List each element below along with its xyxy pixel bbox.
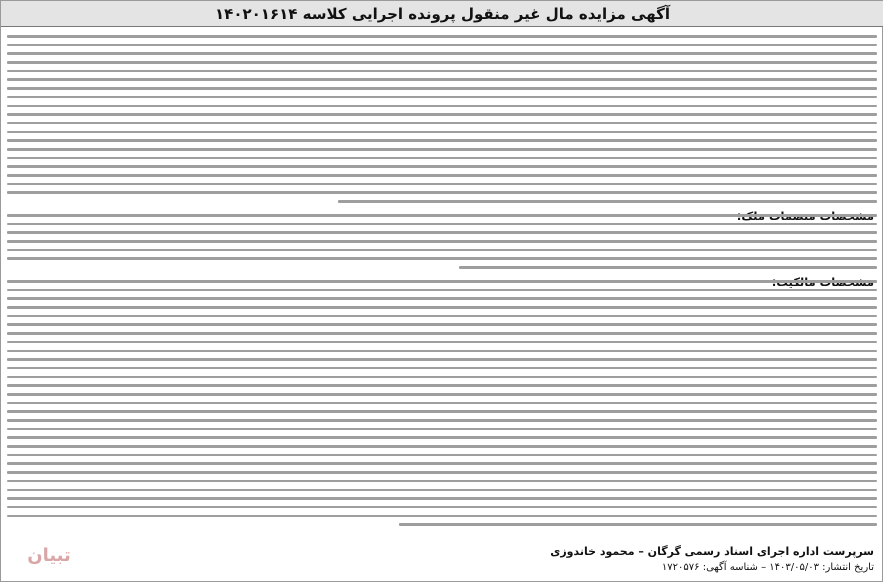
body-paragraph-ownership — [7, 280, 877, 532]
body-paragraph-auction-terms — [7, 35, 877, 209]
notice-title: آگهی مزایده مال غیر منقول پرونده اجرایی کلاسه ۱۴۰۲۰۱۶۱۴ — [215, 5, 670, 23]
text-line-placeholder — [7, 157, 877, 160]
text-line-placeholder — [7, 297, 877, 300]
text-line-placeholder — [7, 78, 877, 81]
text-line-placeholder — [7, 105, 877, 108]
text-line-placeholder — [7, 497, 877, 500]
text-line-placeholder — [7, 61, 877, 64]
text-line-placeholder — [7, 280, 877, 283]
text-line-placeholder — [7, 35, 877, 38]
text-line-placeholder — [7, 489, 877, 492]
text-line-placeholder — [7, 191, 877, 194]
text-line-placeholder — [7, 306, 877, 309]
text-line-placeholder — [399, 523, 878, 526]
text-line-placeholder — [7, 113, 877, 116]
text-line-placeholder — [7, 257, 877, 260]
text-line-placeholder — [7, 139, 877, 142]
text-line-placeholder — [7, 445, 877, 448]
text-line-placeholder — [7, 122, 877, 125]
text-line-placeholder — [7, 183, 877, 186]
text-line-placeholder — [7, 367, 877, 370]
text-line-placeholder — [7, 358, 877, 361]
text-line-placeholder — [7, 249, 877, 252]
text-line-placeholder — [7, 436, 877, 439]
text-line-placeholder — [7, 410, 877, 413]
title-bar — [1, 1, 883, 27]
text-line-placeholder — [7, 96, 877, 99]
text-line-placeholder — [7, 231, 877, 234]
text-line-placeholder — [7, 323, 877, 326]
body-paragraph-boundaries — [7, 214, 877, 275]
text-line-placeholder — [7, 332, 877, 335]
text-line-placeholder — [7, 341, 877, 344]
text-line-placeholder — [7, 148, 877, 151]
text-line-placeholder — [7, 454, 877, 457]
signature-office: سرپرست اداره اجرای اسناد رسمی گرگان – محمود خاندوزی — [550, 545, 874, 558]
text-line-placeholder — [7, 515, 877, 518]
text-line-placeholder — [7, 87, 877, 90]
watermark-text: تبیان — [27, 545, 71, 566]
text-line-placeholder — [7, 480, 877, 483]
text-line-placeholder — [7, 223, 877, 226]
text-line-placeholder — [7, 174, 877, 177]
text-line-placeholder — [7, 402, 877, 405]
text-line-placeholder — [7, 214, 877, 217]
text-line-placeholder — [7, 315, 877, 318]
text-line-placeholder — [7, 384, 877, 387]
text-line-placeholder — [7, 419, 877, 422]
text-line-placeholder — [7, 165, 877, 168]
text-line-placeholder — [7, 240, 877, 243]
text-line-placeholder — [7, 350, 877, 353]
text-line-placeholder — [459, 266, 877, 269]
text-line-placeholder — [7, 428, 877, 431]
text-line-placeholder — [7, 289, 877, 292]
text-line-placeholder — [7, 462, 877, 465]
text-line-placeholder — [7, 70, 877, 73]
text-line-placeholder — [7, 376, 877, 379]
text-line-placeholder — [7, 131, 877, 134]
publication-line: تاریخ انتشار: ۱۴۰۳/۰۵/۰۳ – شناسه آگهی: ۱۷۲۰۵۷۶ — [661, 562, 874, 573]
text-line-placeholder — [7, 52, 877, 55]
text-line-placeholder — [7, 393, 877, 396]
watermark-logo — [19, 535, 79, 573]
text-line-placeholder — [7, 506, 877, 509]
text-line-placeholder — [7, 471, 877, 474]
text-line-placeholder — [7, 44, 877, 47]
text-line-placeholder — [338, 200, 877, 203]
